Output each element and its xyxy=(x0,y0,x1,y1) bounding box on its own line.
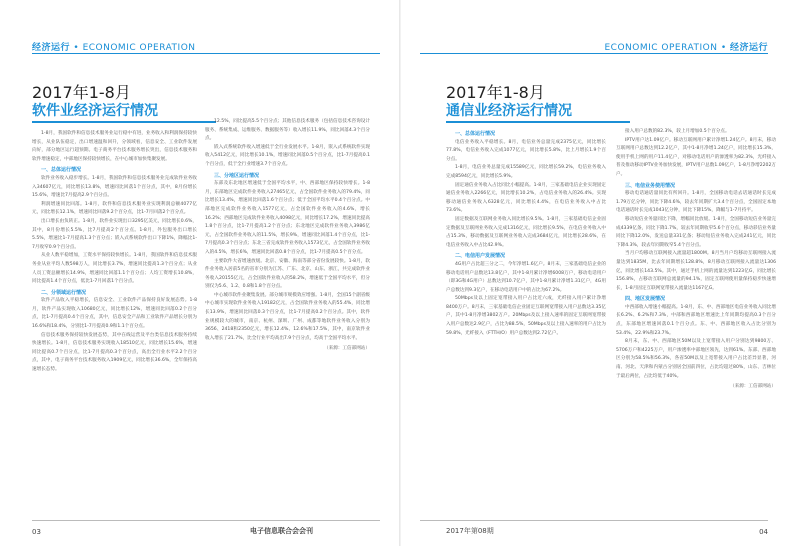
body-paragraph: 50Mbps及以上固定宽带接入用户占比近六成，光纤接入用户累计净增8400万户。8月末，三家基础电信企业固定互联网宽带接入用户总数达3.35亿户，其中1-8月净增3802万户。20Mbps及以上接入速率的固定互联网宽带接入用户总数达2.9亿户，占比为88.5%，50Mbps及以上接入速率的用户占比为59.8%，光纤接入（FTTH/O）用户总数达到2.72亿户。 xyxy=(446,296,606,336)
body-paragraph: 固定通信业务收入占比同比小幅提高。1-8月，三家基础电信企业实现固定通信业务收入2266亿元，同比增长10.2%，占电信业务收入的26.4%。实现移动通信业务收入6328亿元，同比增长4.4%，在电信业务收入中占比73.6%。 xyxy=(446,182,606,214)
body-paragraph: 4G用户占比超三分之二，今年净增1.6亿户。8月末，三家基础电信企业的移动电话用户总数达13.8亿户，其中1-8月累计净增6008万户，移动电话用户（即3G和4G用户）总数达到10.7亿户，其中1-8月累计净增1.31亿户，4G用户总数达到9.3亿户，在移动电话用户中的占比为67.2%。 xyxy=(446,261,606,293)
left-page-header xyxy=(32,40,196,53)
body-paragraph: 8月末，东、中、西部地区50M以及上宽带接入用户分别达到9800万、5706万户和4225万户，用户渗透率中部地区领先，达到61%。东部、西部地区分别为58.5%和56.3%，各省50M以及上宽带接入用户占比差异显著，河南、河北、天津和内蒙古分别居全国前四位，占比均超过80%，山东、吉林位于最后两位，占比均低于40%。 xyxy=(616,339,776,379)
left-column-1 xyxy=(32,130,197,500)
section-heading: 二、电信用户发展情况 xyxy=(455,253,506,260)
body-paragraph: 固定数据及互联网业务收入同比增长9.5%。1-8月，三家基础电信企业固定数据及互联网业务收入完成1316亿元，同比增长9.5%，在电信业务收入中占15.3%，移动数据及互联网业务收入完成3684亿元，同比增长28.6%，在电信业务收入中占比42.9%。 xyxy=(446,216,606,248)
left-title-underline xyxy=(32,121,216,123)
right-header-cn: 经济运行 xyxy=(729,43,768,53)
left-header-rule xyxy=(32,53,380,54)
right-page xyxy=(400,0,800,546)
body-paragraph: 接入用户总数的82.3%，较上月增加0.5个百分点。 xyxy=(625,129,730,134)
left-footer-publication: 电子信息联合会会刊 xyxy=(250,527,313,535)
body-paragraph: 从业人数平稳增加，工资水平保持较快增长。1-8月，我国软件和信息技术服务业从业平均人数598万人，同比增长3.7%，增速同比提高1.3个百分点；从业人员工资总额增长14.9%，增速同比回落1.1个百分点；人均工资增长10.8%，同比提高1.4个百分点，低比1-7月回落1个百分点。 xyxy=(32,253,197,285)
body-paragraph: 利润增速同比回落。1-8月，软件和信息技术服务业实现利润总额4077亿元，同比增长12.1%，增速同比回落9.2个百分点，比1-7月回落2个百分点。 xyxy=(32,201,197,216)
right-title-underline xyxy=(446,121,630,123)
body-paragraph: 12.5%，同比提高5.5个百分点；其他信息技术服务（包括信息技术咨询设计服务、系统集成、运维服务、数据服务等）收入增长11.9%，同比回落4.3个百分点。 xyxy=(205,119,370,142)
right-footer-rule xyxy=(420,520,768,521)
right-header-en: ECONOMIC OPERATION xyxy=(604,43,718,53)
left-footer-rule xyxy=(32,520,380,521)
right-page-header xyxy=(604,40,768,53)
body-paragraph: 中西部收入增速小幅提高。1-8月，东、中、西部地区电信业务收入同比增长6.2%、6.2%和7.3%，中部和西部地区增速比上年同期均提高0.3个百分点，东部地区增速回落0.1个百分点。东、中、西部地区收入占比分别为53.4%、22.9%和23.7%。 xyxy=(616,304,776,336)
left-article-title-line1: 2017年1-8月 xyxy=(32,83,131,102)
body-paragraph: 主要软件大省增速放缓。北京、安徽、海南等部分省份发展较快。1-8月，软件业务收入居前5名的省市分别为江苏、广东、北京、山东、浙江，共完成软件业务收入20155亿元，占全国软件业收入的58.2%，增速低于全国平均水平，但分别仅为5.6、1.2、0.8和1.8个百分点。 xyxy=(205,258,370,290)
right-page-number: 04 xyxy=(759,528,768,536)
right-footer-issue: 2017年第08期 xyxy=(446,527,494,535)
source-note: （来源：工信部网站） xyxy=(730,384,776,390)
body-paragraph: 电信业务收入平稳增长。8月，电信业务总量完成2375亿元，同比增长77.8%，电信业务收入完成1077亿元，同比增长5.8%，比上月增长1.9个百分点。 xyxy=(446,139,606,162)
source-note: （来源：工信部网站） xyxy=(324,346,370,352)
right-article-title-line2: 通信业经济运行情况 xyxy=(446,103,572,119)
left-column-2 xyxy=(205,118,370,500)
left-header-en: ECONOMIC OPERATION xyxy=(82,43,196,53)
section-heading: 四、地区发展情况 xyxy=(625,296,666,303)
section-heading: 一、总体运行情况 xyxy=(455,131,496,137)
right-header-rule xyxy=(420,53,768,54)
right-article-title-line1: 2017年1-8月 xyxy=(446,83,545,102)
body-paragraph: 1-8月，我国软件和信息技术服务业运行稳中有进，业务收入和利润保持较快增长，从业队伍稳定，出口增速温和回升，分领域看，信息安全、工业软件发展向好，部分地区运行超预期。电子商务平台技术服务增长突出，信息技术服务和软件增速稳定，中部地区保持较快增长，在中心城市加快集聚发展。 xyxy=(32,131,197,162)
body-paragraph: 移动短信业务量同比下降，增幅同比放缓。1-8月，全国移动短信业务量完成4339亿条，同比下降1.7%，较去年同期收窄5.6个百分点，移动彩信业务量同比下降12.0%，发送总量331亿条；移动短信业务收入完成241亿元，同比下降4.3%，较去年同期收窄5.4个百分点。 xyxy=(616,216,776,248)
right-column-1 xyxy=(446,128,606,500)
right-header-separator: • xyxy=(720,43,730,53)
body-paragraph: 1-8月，电信业务总量完成15589亿元，同比增长59.2%，电信业务收入完成8594亿元，同比增长5.9%。 xyxy=(446,165,606,179)
left-article-title-line2: 软件业经济运行情况 xyxy=(32,103,158,119)
body-paragraph: 软件业务收入稳步增长。1-8月，我国软件和信息技术服务业完成软件业务收入34607亿元，同比增长13.8%，增速同比回落1个百分点，其中，8月份增长15.6%，增速比7月提高2.9个百分点。 xyxy=(32,175,197,199)
left-header-cn: 经济运行 xyxy=(32,43,71,53)
body-paragraph: 移动电话通话量同比有所回升。1-8月，全国移动电话去话通话时长完成1.79万亿分钟，同比下降4.6%，较去年同期扩大3.4个百分点，全国固定本地电话通话时长完成1043亿分钟，同比下降15%，降幅与1-7月持平。 xyxy=(616,191,776,214)
section-heading: 三、电信业务使用情况 xyxy=(625,182,676,189)
section-heading: 一、总体运行情况 xyxy=(41,167,82,174)
body-paragraph: 软件产品收入平稳增长，信息安全、工业软件产品保持良好发展态势。1-8月，软件产品实现收入10680亿元，同比增长12%，增速同比回落0.2个百分点，比1-7月提高0.4个百分点，其中，信息安全产品和工业软件产品增长分别为16.6%和18.4%，分别比1-7月提高0.9和1.1个百分点。 xyxy=(32,298,197,330)
body-paragraph: 信息技术服务保持较快发展态势，其中在线运营及平台类信息技术服务持续快速增长。1-8月，信息技术服务实现收入18510亿元，同比增长15.6%，增速同比提高0.7个百分点，比1-7月提高0.3个百分点，高出全行业水平2.2个百分点，其中，电子商务平台技术服务收入1909亿元，同比增长36.6%，全年保持高速增长态势。 xyxy=(32,332,197,373)
body-paragraph: IPTV用户达1.09亿户。移动互联网用户累计净增1.24亿户。8月末，移动互联网用户总数达到12.2亿户，其中1-8月净增1.24亿户，同比增长15.3%，使用手机上网的用户11.4亿户，对移动电话用户的渗透率为82.3%，光纤接入普及推动移动IPTV业务加快发展，IPTV用户总数1.09亿户，1-8月净增2202万户。 xyxy=(616,137,776,177)
right-column-2 xyxy=(616,128,776,500)
section-heading: 三、分地区运行情况 xyxy=(214,172,260,179)
left-page-number: 03 xyxy=(32,528,41,536)
body-paragraph: 中心城市软件业聚集发展。部分城市规模效应增强。1-8月，全国15个副省级中心城市实现软件业务收入19182亿元，占全国软件业务收入的55.4%，同比增长13.9%，增速同比回落0.3个百分点，比1-7月提高0.2个百分点。其中，软件业规模较大的城市，南京、杭州、深圳、广州、成都等地软件业务收入分别为3656、2418和2350亿元，增长12.4%、12.6%和17.5%，其中，南京软件业收入增长了21.7%，比全行业平均高出7.9个百分点，均高于全国平均水平。 xyxy=(205,292,370,341)
body-paragraph: 嵌入式系统软件收入增速低于全行业发展水平。1-8月，嵌入式系统软件实现收入5412亿元，同比增长10.1%，增速同比回落0.5个百分点，比1-7月提高0.1个百分点，低于全行业增速3.7个百分点。 xyxy=(205,144,370,167)
body-paragraph: 出口增长由负转正。1-8月，软件业实现出口3295亿美元，同比增长0.6%，其中，8月份增长5.5%，比7月提高2个百分点。1-8月，外包服务出口增长5.5%，增速比1-7月提高1.3个百分点；嵌入式系统软件出口下降1%，降幅比1-7月收窄0.9个百分点。 xyxy=(32,218,197,250)
body-paragraph: 东部及东北地区增速低于全国平均水平，中、西部地区保持较快增长。1-8月，东部地区完成软件业务收入27465亿元，占全国软件业务收入的79.4%，同比增长13.4%，增速同比回落1.6个百分点；低于全国平均水平0.4个百分点。中部地区完成软件业务收入1577亿元，占全国软件业务收入的4.6%，增长16.2%；西部地区完成软件业务收入4098亿元，同比增长17.2%，增速同比提高1.8个百分点，比1-7月提高1.2个百分点；东北地区完成软件业务收入3986亿元，占全国软件业务收入的11.5%，增长9%，增速同比回落1.4个百分点，比1-7月提高0.3个百分点；东北三省完成软件业务收入1573亿元，占全国软件业务收入的4.5%，增长6%，增速同比回落0.8个百分点，比1-7月提高0.5个百分点。 xyxy=(205,181,370,255)
section-heading: 二、分领域运行情况 xyxy=(41,289,87,296)
body-paragraph: 当月户均移动互联网接入流量超1800M。8月当月户均移动互联网接入流量达到1835M，比去年同期增长128.8%，8月移动互联网接入流量达1306亿，同比增长143.5%。其中，通过手机上网的流量达到1223亿G，同比增长156.8%，占移动互联网总流量的94.1%，固定互联网使用量保持稳步快速增长，1-8月固定互联网宽带接入流量达1167亿G。 xyxy=(616,251,776,291)
left-header-separator: • xyxy=(73,43,83,53)
